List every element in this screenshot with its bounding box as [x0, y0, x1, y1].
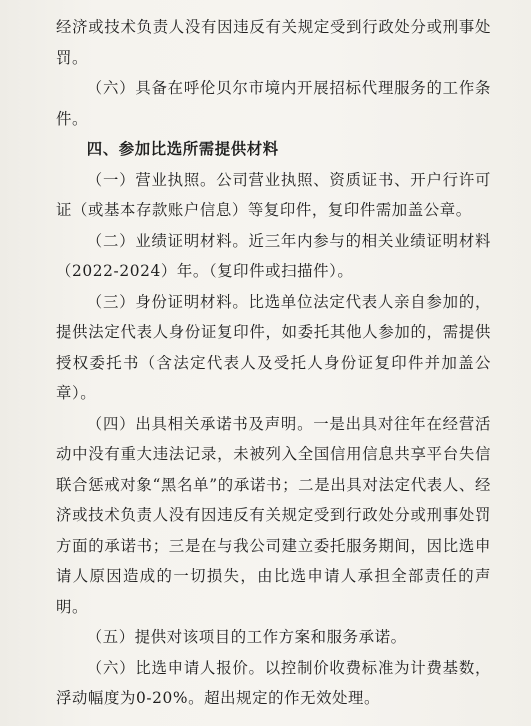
paragraph-item-6-conditions: （六）具备在呼伦贝尔市境内开展招标代理服务的工作条件。 [56, 79, 491, 128]
paragraph-item-3-identity: （三）身份证明材料。比选单位法定代表人亲自参加的，提供法定代表人身份证复印件，如委托其他人参加的，需提供授权委托书（含法定代表人及受托人身份证复印件并加盖公章）。 [56, 292, 491, 402]
section-heading-materials: 四、参加比选所需提供材料 [86, 140, 279, 158]
paragraph-item-5-plan: （五）提供对该项目的工作方案和服务承诺。 [86, 628, 407, 646]
paragraph-item-6-quote: （六）比选申请人报价。以控制价收费标准为计费基数，浮动幅度为0-20%。超出规定的作无效处理。 [56, 658, 491, 707]
paragraph-item-1-license: （一）营业执照。公司营业执照、资质证书、开户行许可证（或基本存款账户信息）等复印件，复印件需加盖公章。 [56, 170, 491, 219]
paragraph-continuation: 经济或技术负责人没有因违反有关规定受到行政处分或刑事处罚。 [56, 18, 491, 67]
paragraph-item-4-commitment: （四）出具相关承诺书及声明。一是出具对往年在经营活动中没有重大违法记录，未被列入全国信用信息共享平台失信联合惩戒对象“黑名单”的承诺书；二是出具对法定代表人、经济或技术负责人没有因违反有关规定受到行政处分或刑事处罚方面的承诺书；三是在与我公司建立委托服务期间，因比选申请人原因造成的一切损失，由比选申请人承担全部责任的声明。 [56, 414, 491, 616]
paragraph-item-2-performance: （二）业绩证明材料。近三年内参与的相关业绩证明材料（2022-2024）年。（复印件或扫描件）。 [56, 231, 491, 280]
